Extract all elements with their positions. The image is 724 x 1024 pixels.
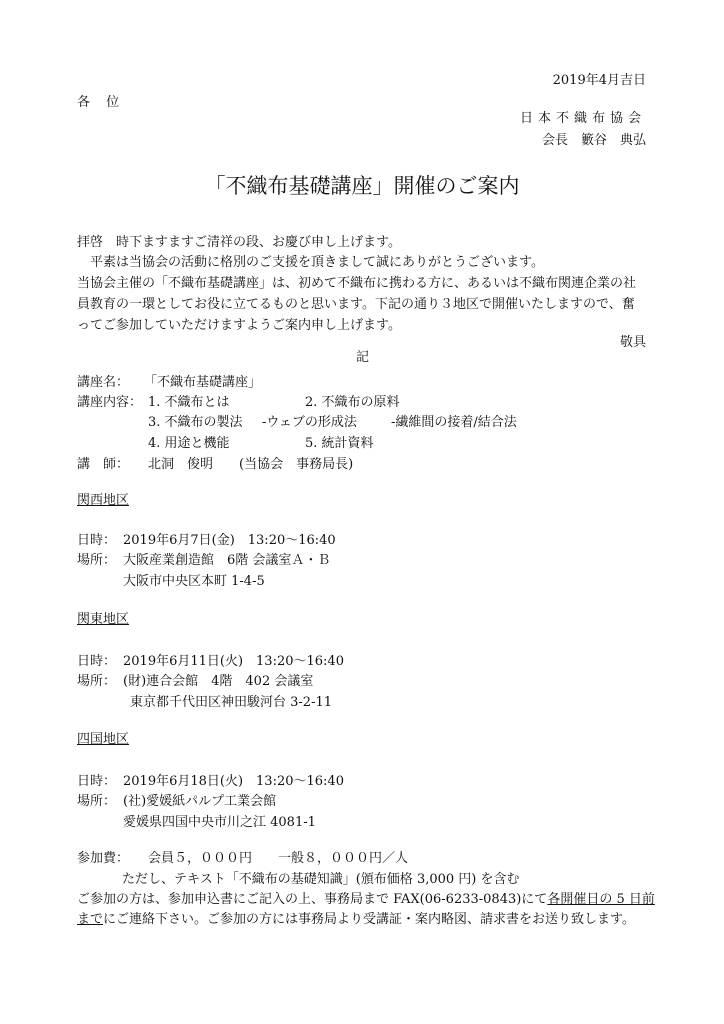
region-place-label: 場所： bbox=[77, 553, 117, 568]
closing-word: 敬具 bbox=[619, 335, 646, 350]
fee-value: 会員５，０００円 一般８，０００円／人 bbox=[148, 851, 409, 866]
region-date-label: 日時： bbox=[77, 774, 117, 789]
greeting-line-3: 当協会主催の「不織布基礎講座」は、初めて不織布に携わる方に、あるいは不織布関連企業の社 bbox=[77, 276, 637, 291]
course-name-label: 講座名： bbox=[77, 375, 130, 390]
course-item-5: 5. 統計資料 bbox=[305, 436, 374, 451]
region-heading-kanto: 関東地区 bbox=[77, 612, 130, 627]
region-date-value: 2019年6月7日(金) 13:20～16:40 bbox=[123, 533, 336, 548]
fee-note: ただし、テキスト「不織布の基礎知識」(頒布価格 3,000 円) を含む bbox=[122, 872, 520, 887]
deadline-emphasis-cont: まで bbox=[77, 912, 104, 927]
footer-line-2 bbox=[77, 913, 635, 926]
region-date-label: 日時： bbox=[77, 654, 117, 669]
region-date-label: 日時： bbox=[77, 533, 117, 548]
document-date: 2019年4月吉日 bbox=[552, 73, 646, 88]
region-place-value: (社)愛媛紙パルプ工業会館 bbox=[123, 794, 277, 809]
region-place-label: 場所： bbox=[77, 674, 117, 689]
region-heading-kansai: 関西地区 bbox=[77, 493, 130, 508]
ki-marker: 記 bbox=[356, 350, 370, 365]
region-address: 東京都千代田区神田駿河台 3-2-11 bbox=[130, 695, 333, 710]
course-item-4: 4. 用途と機能 bbox=[148, 436, 230, 451]
greeting-line-1: 拝啓 時下ますますご清祥の段、お慶び申し上げます。 bbox=[77, 235, 401, 250]
organization-name: 日本不織布協会 bbox=[519, 111, 646, 126]
fee-label: 参加費： bbox=[77, 851, 130, 866]
region-heading-shikoku: 四国地区 bbox=[77, 732, 130, 747]
footer-line-1 bbox=[77, 893, 655, 906]
greeting-line-4: 員教育の一環としてお役に立てるものと思います。下記の通り３地区で開催いたしますので、奮 bbox=[77, 297, 635, 312]
region-place-value: 大阪産業創造館 6階 会議室Ａ・Ｂ bbox=[123, 553, 331, 568]
course-item-3: 3. 不織布の製法 bbox=[148, 415, 243, 430]
region-place-label: 場所： bbox=[77, 794, 117, 809]
region-date-value: 2019年6月18日(火) 13:20～16:40 bbox=[123, 774, 344, 789]
addressee: 各 位 bbox=[77, 95, 126, 110]
deadline-emphasis: 各開催日の 5 日前 bbox=[547, 892, 655, 907]
footer-line-1-text: ご参加の方は、参加申込書にご記入の上、事務局まで FAX(06-6233-0843)にて bbox=[77, 892, 548, 907]
course-content-label: 講座内容： bbox=[77, 395, 143, 410]
course-item-3a: -ウェブの形成法 bbox=[262, 415, 357, 430]
chairman-name: 会長 籔谷 典弘 bbox=[541, 133, 646, 148]
course-item-1: 1. 不織布とは bbox=[148, 395, 230, 410]
course-item-2: 2. 不織布の原料 bbox=[305, 395, 400, 410]
footer-line-2-text: にご連絡下さい。ご参加の方には事務局より受講証・案内略図、請求書をお送り致します。 bbox=[103, 912, 635, 927]
region-address: 愛媛県四国中央市川之江 4081-1 bbox=[123, 815, 316, 830]
region-date-value: 2019年6月11日(火) 13:20～16:40 bbox=[123, 654, 344, 669]
page-title: 「不織布基礎講座」開催のご案内 bbox=[204, 174, 520, 198]
region-address: 大阪市中央区本町 1-4-5 bbox=[123, 574, 265, 589]
lecturer-label: 講 師： bbox=[77, 457, 130, 472]
course-item-3b: -繊維間の接着/結合法 bbox=[391, 415, 517, 430]
region-place-value: (財)連合会館 4階 402 会議室 bbox=[123, 674, 314, 689]
greeting-line-5: ってご参加していただけますようご案内申し上げます。 bbox=[77, 318, 401, 333]
course-name-value: 「不織布基礎講座」 bbox=[144, 375, 262, 390]
greeting-line-2: 平素は当協会の活動に格別のご支援を頂きまして誠にありがとうございます。 bbox=[77, 255, 544, 270]
lecturer-value: 北洞 俊明 (当協会 事務局長) bbox=[148, 457, 354, 472]
